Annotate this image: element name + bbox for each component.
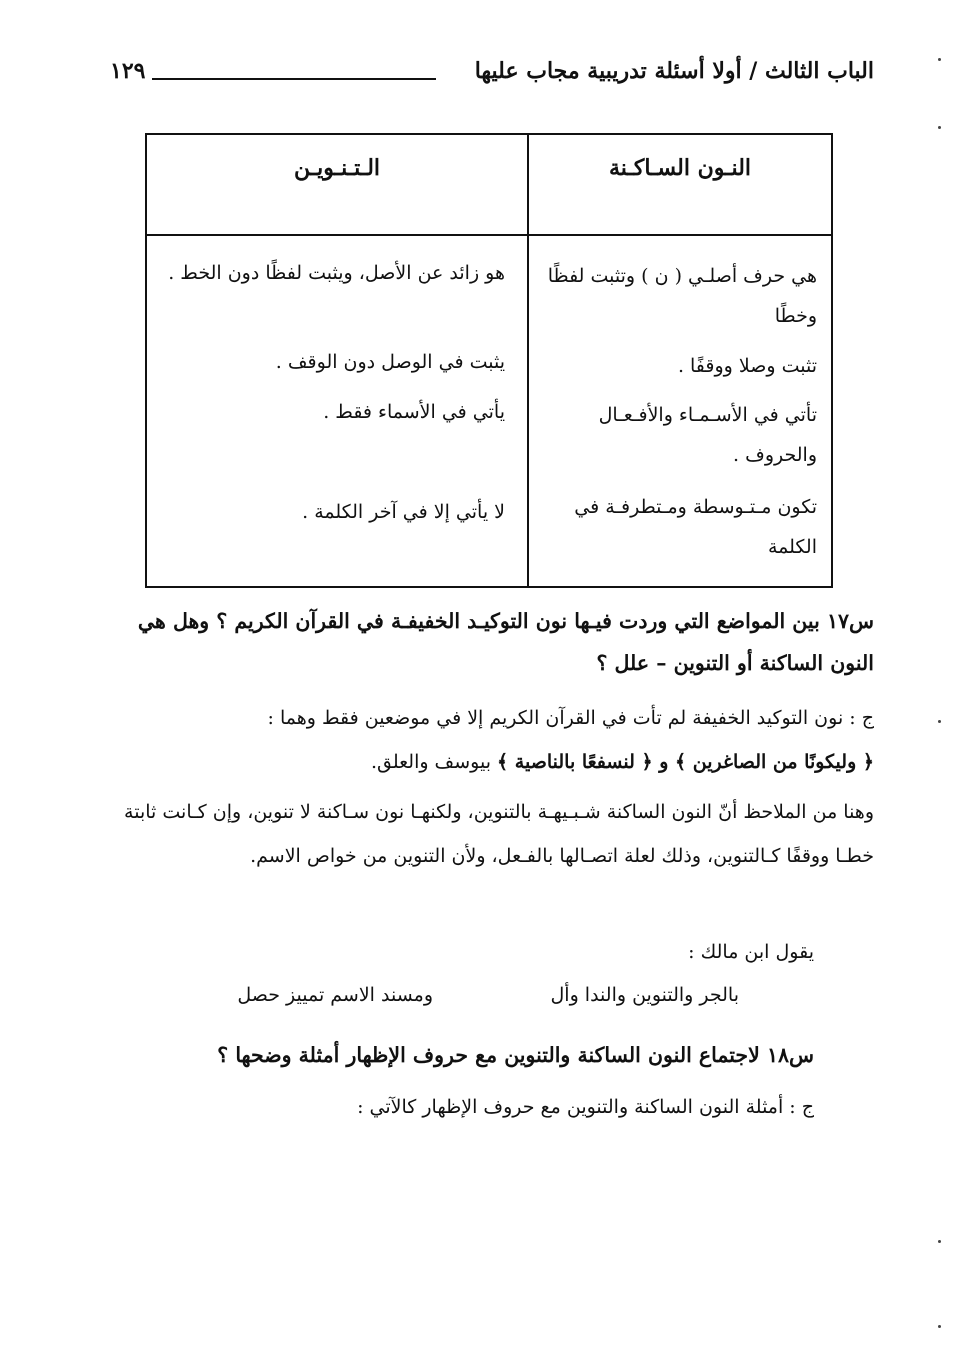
margin-speck	[938, 1325, 941, 1328]
cell-tanween-row4: لا يأتي إلا في آخر الكلمة .	[302, 501, 505, 523]
question-17: س١٧ بين المواضع التي وردت فيـها نون التوكيـد الخفيفـة في القرآن الكريم ؟ وهل هي النون الساكنة أو التنوين – علل ؟	[137, 609, 874, 675]
explanation-paragraph: وهنا من الملاحظ أنّ النون الساكنة شـبـيهـة بالتنوين، ولكنهـا نون سـاكنة لا تنوين، وإن كـانت ثابتة خطـا ووقفًا كـالتنوين، وذلك لعلة اتصـالها بالفـعل، ولأن التنوين من خواص الاسم.	[124, 801, 874, 867]
table-column-divider	[527, 135, 529, 586]
answer-17-verses	[112, 740, 874, 784]
poem-first-hemistich: بالجر والتنوين والندا وأل	[550, 984, 739, 1006]
margin-speck	[938, 126, 941, 129]
cell-tanween-row1: هو زائد عن الأصل، ويثبت لفظًا دون الخط .	[168, 262, 505, 284]
margin-speck	[938, 1240, 941, 1243]
cell-nun-row4: تكون مـتـوسطة ومـتطرفـة في الكلمة	[574, 496, 817, 558]
header-tanween: الـتـنـويـن	[293, 155, 381, 181]
cell-tanween-row2: يثبت في الوصل دون الوقف .	[275, 351, 505, 373]
comparison-table	[145, 133, 833, 588]
verses-source: بيوسف والعلق.	[370, 751, 491, 773]
cell-nun-row1: هي حرف أصلـي ( ن ) وتثبت لفظًا وخطًا	[547, 265, 817, 327]
answer-18: ج : أمثلة النون الساكنة والتنوين مع حروف الإظهار كالآتي :	[357, 1096, 814, 1118]
quran-verses: ﴿ وليكونًا من الصاغرين ﴾ و ﴿ لنسفعًا بالناصية ﴾	[497, 751, 874, 773]
chapter-title: الباب الثالث / أولا أسئلة تدريبية مجاب عليها	[474, 58, 874, 84]
poem-second-hemistich: ومسند الاسم تمييز حصل	[237, 984, 433, 1006]
cell-tanween-row3: يأتي في الأسماء فقط .	[323, 401, 505, 423]
answer-17-intro: ج : نون التوكيد الخفيفة لم تأت في القرآن الكريم إلا في موضعين فقط وهما :	[267, 707, 874, 729]
running-header	[110, 58, 874, 98]
quote-intro: يقول ابن مالك :	[688, 941, 814, 963]
cell-nun-row2: تثبت وصلا ووقفًا .	[677, 355, 817, 377]
margin-speck	[938, 720, 941, 723]
header-rule	[152, 78, 436, 80]
margin-speck	[938, 58, 941, 61]
cell-nun-row3: تأتي في الأسـمـاء والأفـعـال والحروف .	[598, 404, 817, 466]
question-18: س١٨ لاجتماع النون الساكنة والتنوين مع حروف الإظهار أمثلة وضحها ؟	[217, 1043, 814, 1067]
table-header-divider	[147, 234, 831, 236]
page-number: ١٢٩	[110, 58, 146, 84]
header-nun-sakinah: النـون السـاكـنة	[608, 155, 752, 181]
